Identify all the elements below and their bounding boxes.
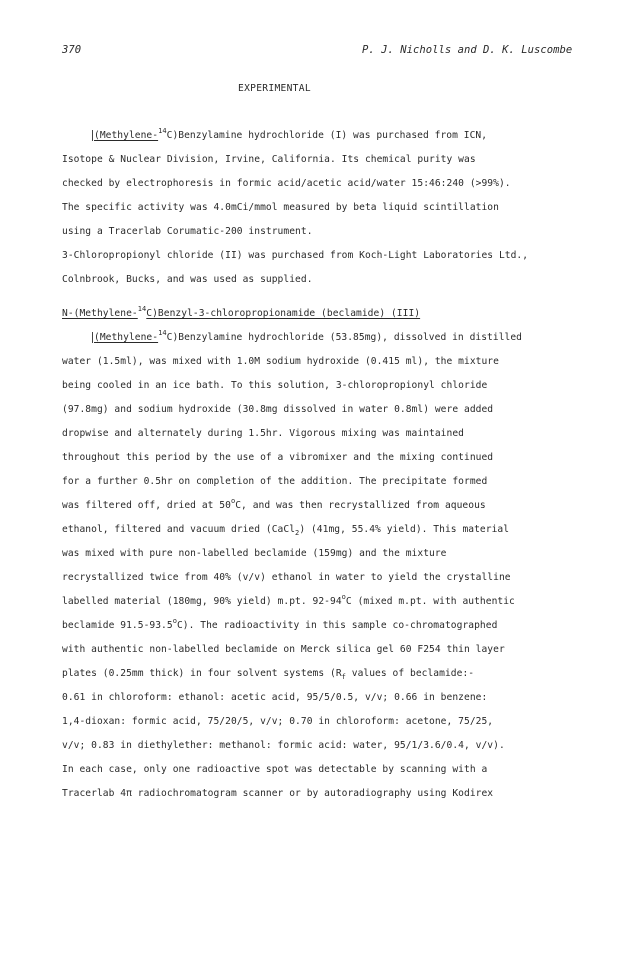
para1-line-5: using a Tracerlab Corumatic-200 instrument. (62, 226, 313, 237)
para3-line-10: was mixed with pure non-labelled beclamide (159mg) and the mixture (62, 548, 447, 559)
para3-line-6: throughout this period by the use of a vibromixer and the mixing continued (62, 452, 494, 463)
para3-line-1: (Methylene-$^{14}$C)Benzylamine hydrochloride (53.85mg), dissolved in distilled (94, 329, 523, 343)
para1-line-3: checked by electrophoresis in formic acid/acetic acid/water 15:46:240 (>99%). (62, 178, 511, 189)
para3-line-7: for a further 0.5hr on completion of the addition. The precipitate formed (62, 476, 488, 487)
para3-line-9: ethanol, filtered and vacuum dried (CaCl$_2$) (41mg, 55.4% yield). This material (62, 524, 510, 537)
para3-line-8: was filtered off, dried at 50$^o$C, and was then recrystallized from aqueous (62, 497, 486, 511)
para3-line-11: recrystallized twice from 40% (v/v) ethanol in water to yield the crystalline (62, 572, 511, 583)
para1-line-4: The specific activity was 4.0mCi/mmol measured by beta liquid scintillation (62, 202, 499, 213)
para3-line-18: v/v; 0.83 in diethylether: methanol: formic acid: water, 95/1/3.6/0.4, v/v). (62, 740, 505, 751)
para1-line-1: (Methylene-$^{14}$C)Benzylamine hydrochloride (I) was purchased from ICN, (94, 127, 488, 141)
para2-line-2: Colnbrook, Bucks, and was used as supplied. (62, 274, 313, 285)
page-number: 370 (62, 44, 82, 56)
para3-line-2: water (1.5ml), was mixed with 1.0M sodium hydroxide (0.415 ml), the mixture (62, 356, 499, 367)
running-header-authors: P. J. Nicholls and D. K. Luscombe (362, 44, 573, 56)
para3-line-19: In each case, only one radioactive spot was detectable by scanning with a (62, 764, 488, 775)
section-title: EXPERIMENTAL (238, 83, 311, 94)
para3-line-20: Tracerlab 4π radiochromatogram scanner or by autoradiography using Kodirex (62, 788, 494, 799)
para3-line-12: labelled material (180mg, 90% yield) m.pt. 92-94$^o$C (mixed m.pt. with authentic (62, 593, 515, 607)
para3-line-13: beclamide 91.5-93.5$^o$C). The radioactivity in this sample co-chromatographed (62, 617, 498, 631)
para2-line-1: 3-Chloropropionyl chloride (II) was purchased from Koch-Light Laboratories Ltd., (62, 250, 529, 261)
para3-line-17: 1,4-dioxan: formic acid, 75/20/5, v/v; 0.70 in chloroform: acetone, 75/25, (62, 716, 494, 727)
para3-line-15: plates (0.25mm thick) in four solvent systems ($R_f$ values of beclamide:- (62, 668, 475, 681)
para3-line-16: 0.61 in chloroform: ethanol: acetic acid, 95/5/0.5, v/v; 0.66 in benzene: (62, 692, 488, 703)
para3-line-3: being cooled in an ice bath. To this solution, 3-chloropropionyl chloride (62, 380, 488, 391)
para3-line-4: (97.8mg) and sodium hydroxide (30.8mg dissolved in water 0.8ml) were added (62, 404, 494, 415)
para3-line-5: dropwise and alternately during 1.5hr. Vigorous mixing was maintained (62, 428, 464, 439)
para1-line-2: Isotope & Nuclear Division, Irvine, California. Its chemical purity was (62, 154, 476, 165)
para3-line-14: with authentic non-labelled beclamide on Merck silica gel 60 F254 thin layer (62, 644, 505, 655)
compound-subheading: N-(Methylene-$^{14}$C)Benzyl-3-chloropropionamide (beclamide) (III) (62, 305, 421, 319)
